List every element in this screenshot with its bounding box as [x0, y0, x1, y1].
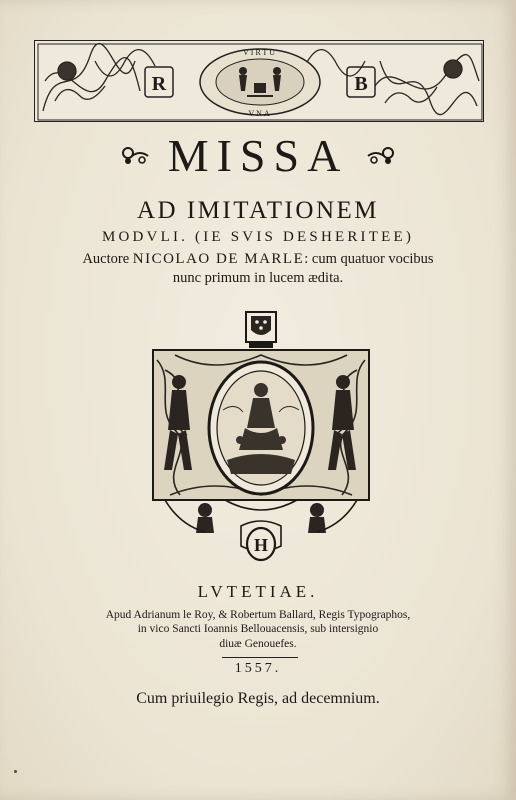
initial-left: R [151, 73, 167, 95]
imprint-line-3: diuæ Genouefes. [219, 638, 297, 650]
crest-letter: H [253, 535, 269, 555]
fleuron-left-icon [120, 145, 150, 167]
subtitle-line-2: MODVLI. (IE SVIS DESHERITEE) [101, 229, 415, 245]
ornamental-banner [34, 40, 484, 122]
imprint-line-2: in vico Sancti Ioannis Bellouacensis, sub intersignio [137, 623, 379, 635]
paper-stain [14, 770, 17, 773]
subtitle-line-4: nunc primum in lucem ædita. [172, 270, 344, 286]
author-name: NICOLAO DE MARLE [132, 251, 305, 267]
author-suffix: : cum quatuor vocibus [304, 251, 434, 267]
page-title: MISSA [167, 130, 349, 181]
subtitle-line-1: AD IMITATIONEM [137, 197, 379, 224]
imprint-place: LVTETIAE. [197, 582, 319, 601]
title-row [0, 128, 516, 184]
author-prefix: Auctore [82, 251, 133, 267]
imprint-year: 1557. [234, 661, 282, 676]
banner-woodcut [35, 41, 485, 123]
author-line [0, 251, 516, 268]
motto-bottom: VNA [248, 109, 272, 118]
imprint-line-1: Apud Adrianum le Roy, & Robertum Ballard, Regis Typographos, [105, 609, 411, 621]
fleur-de-lis-crest-icon [246, 312, 276, 348]
h-crest-icon [241, 521, 281, 560]
privilege-line: Cum priuilegio Regis, ad decemnium. [136, 690, 380, 707]
fleuron-right-icon [366, 145, 396, 167]
initial-right: B [354, 73, 368, 95]
printer-device-woodcut [145, 310, 377, 568]
year-rule [222, 657, 298, 658]
motto-top: VIRTU [243, 48, 277, 57]
